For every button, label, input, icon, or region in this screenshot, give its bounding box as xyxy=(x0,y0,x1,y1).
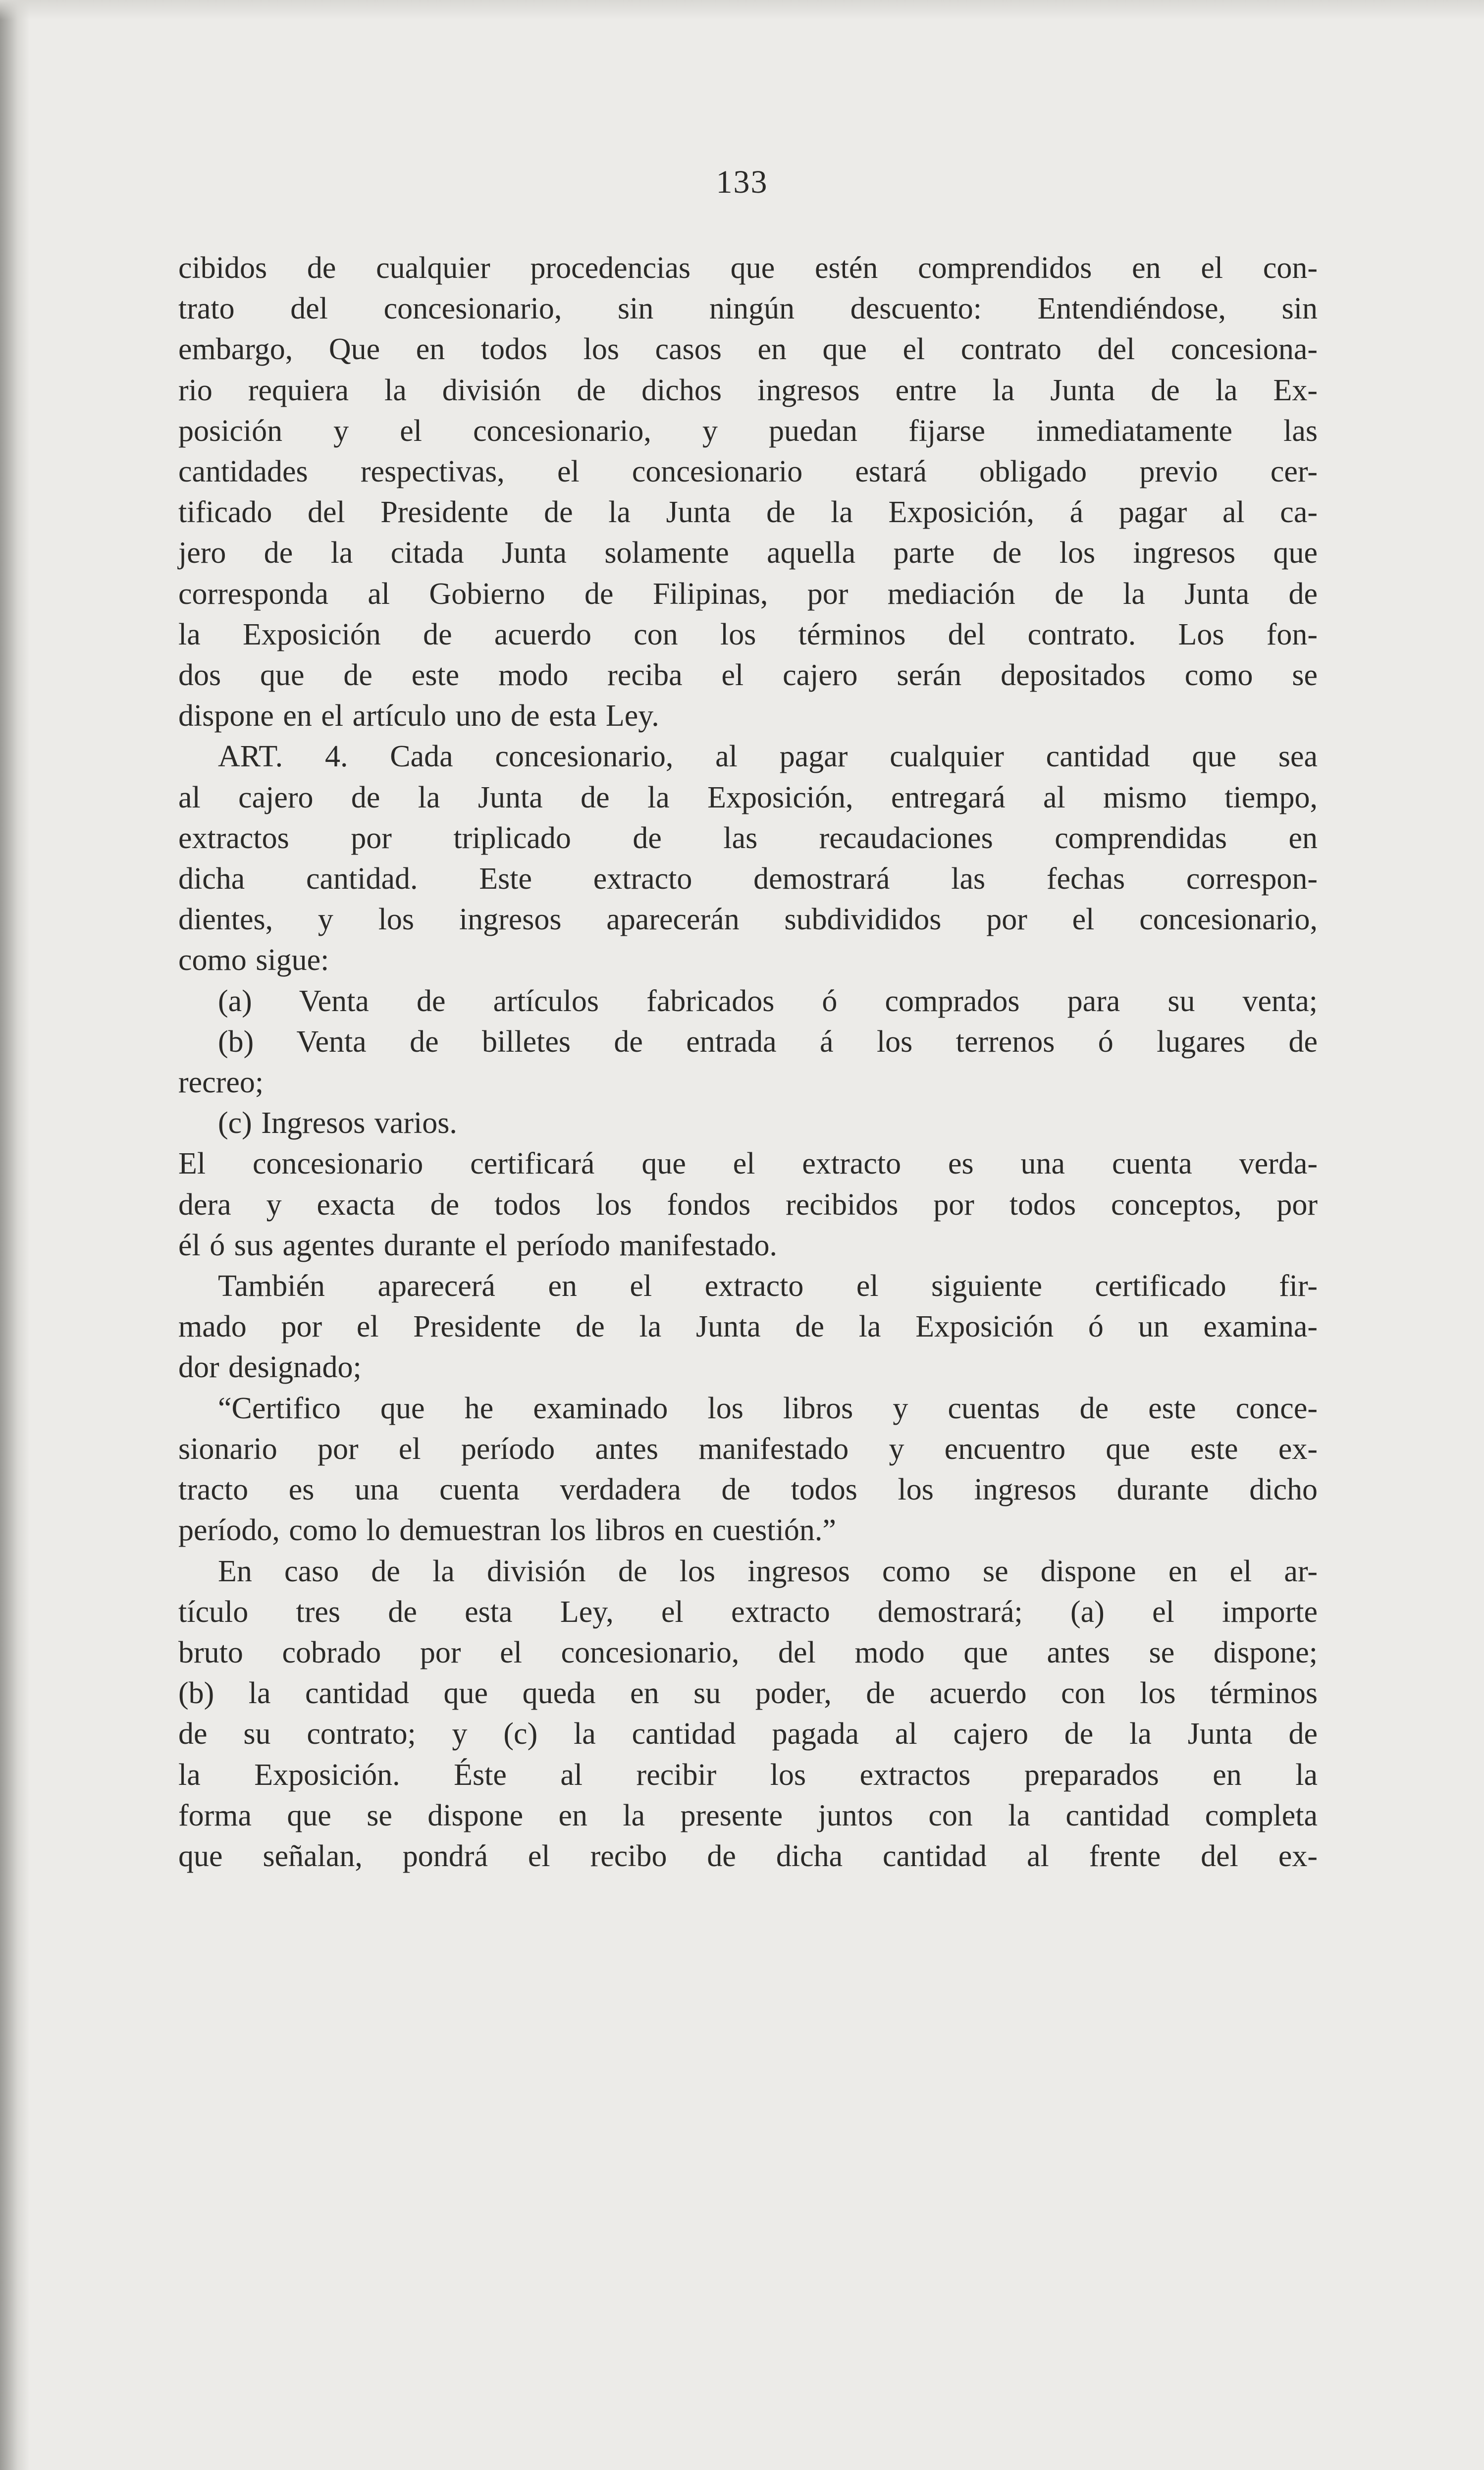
text-line: recreo; xyxy=(178,1066,264,1100)
text-line: de su contrato; y (c) la cantidad pagada al cajero de la Junta de xyxy=(178,1717,1318,1751)
text-line: dientes, y los ingresos aparecerán subdivididos por el concesionario, xyxy=(178,903,1318,937)
text-line: la Exposición. Éste al recibir los extractos preparados en la xyxy=(178,1758,1318,1792)
list-item-c: (c) Ingresos varios. xyxy=(218,1106,457,1140)
quoted-certificate-line: período, como lo demuestran los libros en cuestión.” xyxy=(178,1513,836,1548)
quoted-certificate-line: sionario por el período antes manifestado y encuentro que este ex- xyxy=(178,1432,1318,1466)
page-number: 133 xyxy=(716,164,768,200)
text-line: corresponda al Gobierno de Filipinas, por mediación de la Junta de xyxy=(178,577,1318,611)
text-line: (b) la cantidad que queda en su poder, de acuerdo con los términos xyxy=(178,1676,1318,1711)
quoted-certificate-line: tracto es una cuenta verdadera de todos los ingresos durante dicho xyxy=(178,1473,1318,1507)
text-line: En caso de la división de los ingresos como se dispone en el ar- xyxy=(218,1554,1318,1588)
text-line: tículo tres de esta Ley, el extracto demostrará; (a) el importe xyxy=(178,1595,1318,1629)
scan-top-shadow xyxy=(0,0,1484,20)
text-line: trato del concesionario, sin ningún descuento: Entendiéndose, sin xyxy=(178,292,1318,326)
text-line: dor designado; xyxy=(178,1350,362,1385)
text-line: que señalan, pondrá el recibo de dicha cantidad al frente del ex- xyxy=(178,1839,1318,1873)
text-line: cantidades respectivas, el concesionario estará obligado previo cer- xyxy=(178,455,1318,489)
text-line: dicha cantidad. Este extracto demostrará las fechas correspon- xyxy=(178,862,1318,896)
text-line: cibidos de cualquier procedencias que estén comprendidos en el con- xyxy=(178,251,1318,285)
text-line: extractos por triplicado de las recaudaciones comprendidas en xyxy=(178,821,1318,855)
article-heading-line: ART. 4. Cada concesionario, al pagar cualquier cantidad que sea xyxy=(218,740,1318,774)
text-line: mado por el Presidente de la Junta de la Exposición ó un examina- xyxy=(178,1310,1318,1344)
list-item-b: (b) Venta de billetes de entrada á los terrenos ó lugares de xyxy=(218,1024,1318,1059)
text-line: También aparecerá en el extracto el siguiente certificado fir- xyxy=(218,1269,1318,1303)
list-item-a: (a) Venta de artículos fabricados ó comprados para su venta; xyxy=(218,984,1318,1018)
text-line: embargo, Que en todos los casos en que el contrato del concesiona- xyxy=(178,332,1318,367)
text-line: jero de la citada Junta solamente aquella parte de los ingresos que xyxy=(178,536,1318,570)
text-line: tificado del Presidente de la Junta de la Exposición, á pagar al ca- xyxy=(178,495,1318,530)
text-line: como sigue: xyxy=(178,943,329,977)
text-line: dera y exacta de todos los fondos recibidos por todos conceptos, por xyxy=(178,1187,1318,1222)
text-line: forma que se dispone en la presente juntos con la cantidad completa xyxy=(178,1798,1318,1832)
scan-edge-shadow xyxy=(0,0,30,2470)
text-line: dos que de este modo reciba el cajero serán depositados como se xyxy=(178,658,1318,693)
text-line: al cajero de la Junta de la Exposición, entregará al mismo tiempo, xyxy=(178,780,1318,814)
text-line: bruto cobrado por el concesionario, del modo que antes se dispone; xyxy=(178,1635,1318,1669)
text-line: dispone en el artículo uno de esta Ley. xyxy=(178,699,659,733)
body-text xyxy=(178,248,1318,1877)
text-line: la Exposición de acuerdo con los términos del contrato. Los fon- xyxy=(178,617,1318,651)
text-line: posición y el concesionario, y puedan fijarse inmediatamente las xyxy=(178,414,1318,448)
quoted-certificate-line: “Certifico que he examinado los libros y cuentas de este conce- xyxy=(218,1391,1318,1425)
text-line: rio requiera la división de dichos ingresos entre la Junta de la Ex- xyxy=(178,373,1318,407)
text-line: él ó sus agentes durante el período manifestado. xyxy=(178,1228,777,1262)
text-line: El concesionario certificará que el extracto es una cuenta verda- xyxy=(178,1147,1318,1181)
